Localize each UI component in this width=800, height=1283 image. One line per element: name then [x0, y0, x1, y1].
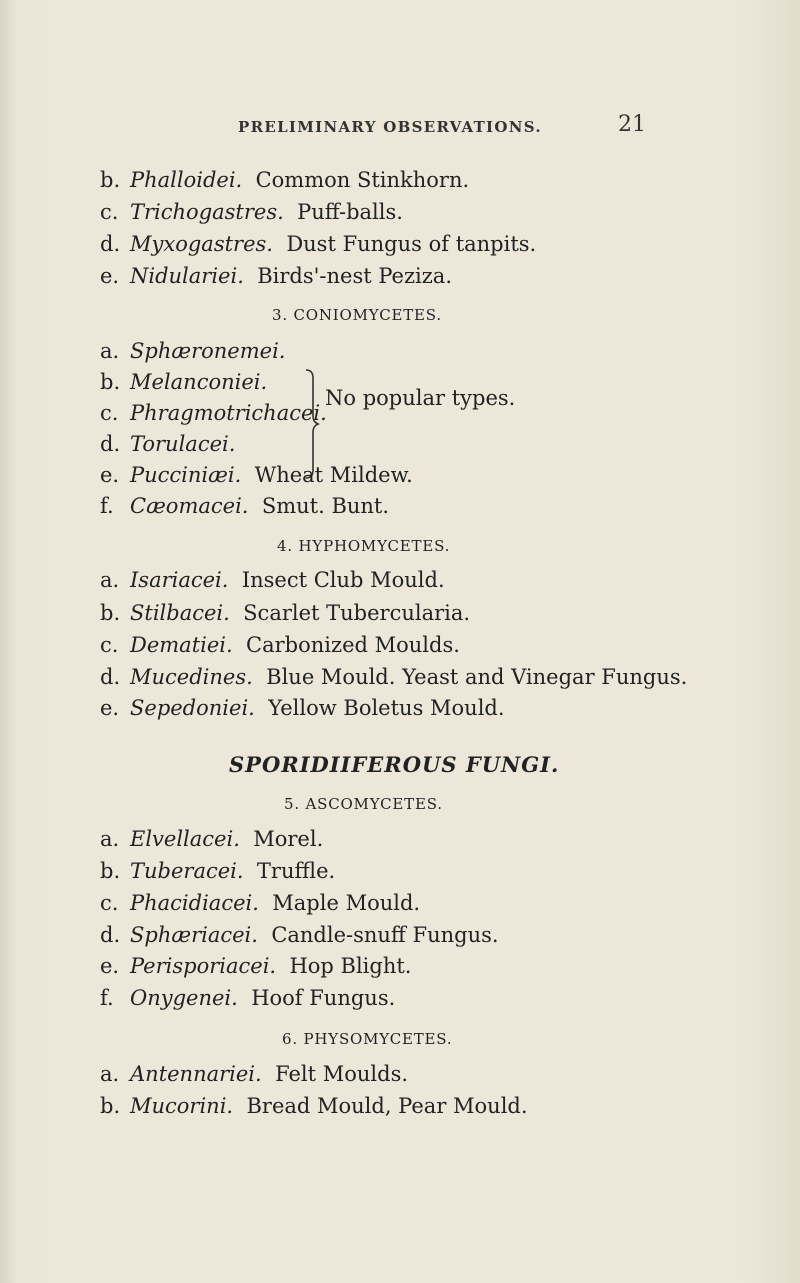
- item-description: Candle-snuff Fungus.: [271, 923, 499, 947]
- list-item: [100, 567, 445, 593]
- item-letter: b.: [100, 1094, 121, 1118]
- list-item: [100, 338, 285, 364]
- item-description: Smut. Bunt.: [261, 494, 390, 518]
- list-item: [100, 890, 420, 916]
- genus-name: Trichogastres.: [130, 200, 284, 224]
- item-description: Insect Club Mould.: [241, 568, 445, 592]
- item-description: Maple Mould.: [272, 891, 421, 915]
- genus-name: Myxogastres.: [130, 232, 273, 256]
- item-letter: b.: [100, 859, 121, 883]
- list-item: [100, 263, 452, 289]
- list-item: [100, 953, 411, 979]
- genus-name: Stilbacei.: [130, 601, 230, 625]
- list-item: [100, 493, 389, 519]
- item-description: Bread Mould, Pear Mould.: [246, 1094, 528, 1118]
- item-description: Morel.: [253, 827, 324, 851]
- item-description: Common Stinkhorn.: [255, 168, 470, 192]
- genus-name: Nidulariei.: [130, 264, 244, 288]
- list-item: [100, 695, 505, 721]
- genus-name: Sphæronemei.: [130, 339, 286, 363]
- genus-name: Phragmotrichacei.: [130, 401, 327, 425]
- item-letter: e.: [100, 954, 120, 978]
- item-description: Dust Fungus of tanpits.: [286, 232, 537, 256]
- brace-note: No popular types.: [325, 386, 516, 410]
- item-description: Yellow Boletus Mould.: [268, 696, 505, 720]
- item-description: Scarlet Tubercularia.: [243, 601, 471, 625]
- item-letter: b.: [100, 601, 121, 625]
- list-item: [100, 858, 335, 884]
- genus-name: Cæomacei.: [130, 494, 249, 518]
- list-item: [100, 600, 470, 626]
- list-item: [100, 400, 327, 426]
- item-letter: a.: [100, 827, 120, 851]
- item-description: Hop Blight.: [289, 954, 412, 978]
- running-title: PRELIMINARY OBSERVATIONS.: [238, 118, 542, 136]
- list-item: [100, 1093, 528, 1119]
- list-item: [100, 167, 469, 193]
- list-item: [100, 369, 267, 395]
- genus-name: Perisporiacei.: [130, 954, 277, 978]
- item-description: Felt Moulds.: [275, 1062, 409, 1086]
- section-heading: 3. CONIOMYCETES.: [272, 306, 442, 324]
- item-letter: d.: [100, 232, 121, 256]
- list-item: [100, 922, 499, 948]
- genus-name: Sepedoniei.: [130, 696, 255, 720]
- list-item: [100, 431, 235, 457]
- list-item: [100, 826, 323, 852]
- item-description: Hoof Fungus.: [251, 986, 396, 1010]
- genus-name: Melanconiei.: [130, 370, 268, 394]
- genus-name: Antennariei.: [130, 1062, 262, 1086]
- item-letter: b.: [100, 370, 121, 394]
- item-description: Birds'-nest Peziza.: [257, 264, 453, 288]
- item-letter: c.: [100, 200, 119, 224]
- item-description: Carbonized Moulds.: [246, 633, 460, 657]
- genus-name: Elvellacei.: [130, 827, 240, 851]
- item-letter: d.: [100, 665, 121, 689]
- item-letter: c.: [100, 891, 119, 915]
- item-description: Truffle.: [256, 859, 336, 883]
- item-description: Blue Mould. Yeast and Vinegar Fungus.: [266, 665, 688, 689]
- genus-name: Mucedines.: [130, 665, 253, 689]
- item-letter: c.: [100, 401, 119, 425]
- genus-name: Phalloidei.: [130, 168, 243, 192]
- item-letter: f.: [100, 986, 114, 1010]
- major-heading: SPORIDIIFEROUS FUNGI.: [229, 752, 560, 777]
- list-item: [100, 199, 403, 225]
- list-item: [100, 632, 460, 658]
- genus-name: Tuberacei.: [130, 859, 244, 883]
- item-letter: e.: [100, 264, 120, 288]
- genus-name: Mucorini.: [130, 1094, 234, 1118]
- item-letter: a.: [100, 568, 120, 592]
- item-letter: a.: [100, 1062, 120, 1086]
- page-number: 21: [618, 112, 646, 137]
- item-letter: e.: [100, 696, 120, 720]
- list-item: [100, 985, 395, 1011]
- genus-name: Torulacei.: [130, 432, 236, 456]
- section-heading: 4. HYPHOMYCETES.: [277, 537, 451, 555]
- item-letter: a.: [100, 339, 120, 363]
- genus-name: Dematiei.: [130, 633, 233, 657]
- section-heading: 5. ASCOMYCETES.: [284, 795, 443, 813]
- section-heading: 6. PHYSOMYCETES.: [282, 1030, 453, 1048]
- genus-name: Isariacei.: [130, 568, 229, 592]
- item-letter: c.: [100, 633, 119, 657]
- genus-name: Onygenei.: [130, 986, 238, 1010]
- item-letter: e.: [100, 463, 120, 487]
- list-item: [100, 462, 413, 488]
- page-header: [0, 112, 800, 142]
- genus-name: Phacidiacei.: [130, 891, 259, 915]
- genus-name: Sphæriacei.: [130, 923, 258, 947]
- item-letter: d.: [100, 432, 121, 456]
- genus-name: Pucciniæi.: [130, 463, 242, 487]
- list-item: [100, 1061, 408, 1087]
- item-letter: d.: [100, 923, 121, 947]
- item-description: Puff-balls.: [297, 200, 403, 224]
- list-item: [100, 664, 687, 690]
- item-letter: b.: [100, 168, 121, 192]
- item-letter: f.: [100, 494, 114, 518]
- list-item: [100, 231, 536, 257]
- item-description: Wheat Mildew.: [254, 463, 413, 487]
